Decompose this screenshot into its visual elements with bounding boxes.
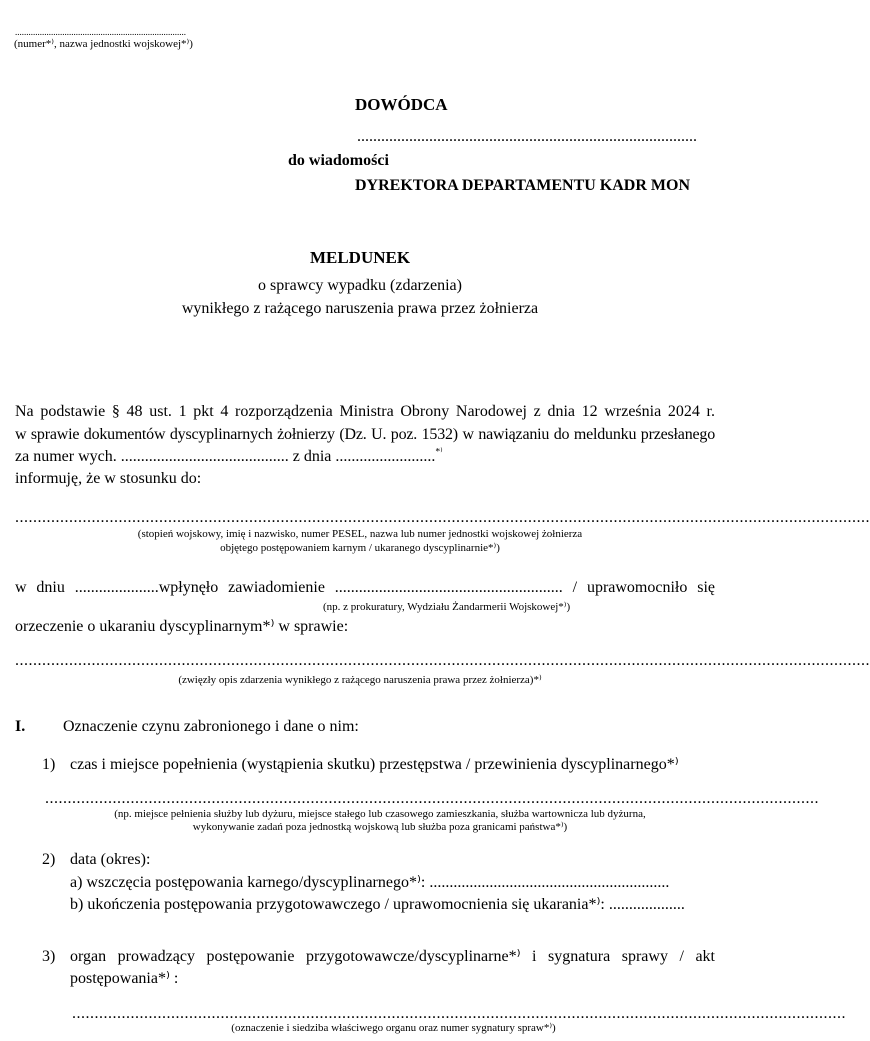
person-field[interactable]: .............................................................................................................................................................................................. [15, 509, 870, 526]
item-3-field[interactable]: ............................................................................................................................................................................ [72, 1005, 846, 1022]
item-1-caption-2: wykonywanie zadań poza jednostką wojskową lub służba poza granicami państwa*⁾) [192, 821, 568, 833]
item-3-number: 3) [42, 948, 56, 965]
title-line-1: o sprawcy wypadku (zdarzenia) [258, 277, 462, 294]
incident-field[interactable]: .............................................................................................................................................................................................. [15, 652, 870, 669]
item-3-caption: (oznaczenie i siedziba właściwego organu oraz numer sygnatury spraw*⁾) [231, 1022, 556, 1034]
notice-line-2 [15, 618, 348, 636]
notice-caption: (np. z prokuratury, Wydziału Żandarmerii Wojskowej*⁾) [323, 601, 571, 613]
person-caption-1: (stopień wojskowy, imię i nazwisko, numer PESEL, nazwa lub numer jednostki wojskowej żołnierza [137, 528, 583, 540]
commander-dots: ..................................................................................... [357, 128, 697, 145]
intro-line-1: Na podstawie § 48 ust. 1 pkt 4 rozporządzenia Ministra Obrony Narodowej z dnia 12 września 2024 r. [15, 403, 715, 420]
intro-line-3 [15, 448, 443, 466]
item-3-line-2: postępowania*⁾ : [70, 970, 179, 987]
title-line-2: wynikłego z rażącego naruszenia prawa przez żołnierza [181, 300, 539, 317]
item-1-number: 1) [42, 756, 56, 773]
notice-line-1[interactable]: w dniu .....................wpłynęło zawiadomienie ......................................................... / uprawomocniło się [15, 579, 715, 596]
incident-caption: (zwięzły opis zdarzenia wynikłego z rażącego naruszenia prawa przez żołnierza)*⁾ [178, 674, 542, 686]
item-1-text: czas i miejsce popełnienia (wystąpienia skutku) przestępstwa / przewinienia dyscyplinarnego*⁾ [70, 756, 679, 773]
reference-number-field[interactable]: za numer wych. .......................................... z dnia ......................... [15, 448, 436, 465]
unit-caption: (numer*⁾, nazwa jednostki wojskowej*⁾) [14, 38, 193, 50]
person-caption-2: objętego postępowaniem karnym / ukaranego dyscyplinarnie*⁾) [220, 542, 500, 554]
document-title: MELDUNEK [309, 248, 411, 267]
unit-dots: ............................................................................ [15, 27, 186, 37]
item-1-caption-1: (np. miejsce pełnienia służby lub dyżuru, miejsce stałego lub czasowego zamieszkania, służba wartownicza lub dyżurna, [114, 808, 646, 820]
director-heading: DYREKTORA DEPARTAMENTU KADR MON [355, 177, 690, 194]
item-3-line-1: organ prowadzący postępowanie przygotowawcze/dyscyplinarne*⁾ i sygnatura sprawy / akt [70, 948, 715, 965]
item-2-label: data (okres): [70, 851, 151, 868]
intro-line-4: informuję, że w stosunku do: [15, 470, 202, 487]
notice-line-2a: orzeczenie o ukaraniu dyscyplinarnym*⁾ [15, 618, 275, 635]
item-2b-field[interactable]: b) ukończenia postępowania przygotowawczego / uprawomocnienia się ukarania*⁾: ................... [70, 896, 685, 913]
footnote-marker: *⁾ [435, 446, 443, 458]
item-2a-field[interactable]: a) wszczęcia postępowania karnego/dyscyplinarnego*⁾: ............................................................ [70, 874, 670, 891]
notice-line-2b: w sprawie: [274, 618, 349, 635]
intro-line-2: w sprawie dokumentów dyscyplinarnych żołnierzy (Dz. U. poz. 1532) w nawiązaniu do meldunku przesłanego [15, 426, 715, 443]
cc-label: do wiadomości [288, 152, 389, 169]
item-2-number: 2) [42, 851, 56, 868]
commander-heading: DOWÓDCA [355, 95, 448, 114]
section-heading: Oznaczenie czynu zabronionego i dane o nim: [63, 718, 359, 735]
section-numeral: I. [15, 718, 26, 735]
item-1-field[interactable]: ............................................................................................................................................................................ [45, 790, 819, 807]
